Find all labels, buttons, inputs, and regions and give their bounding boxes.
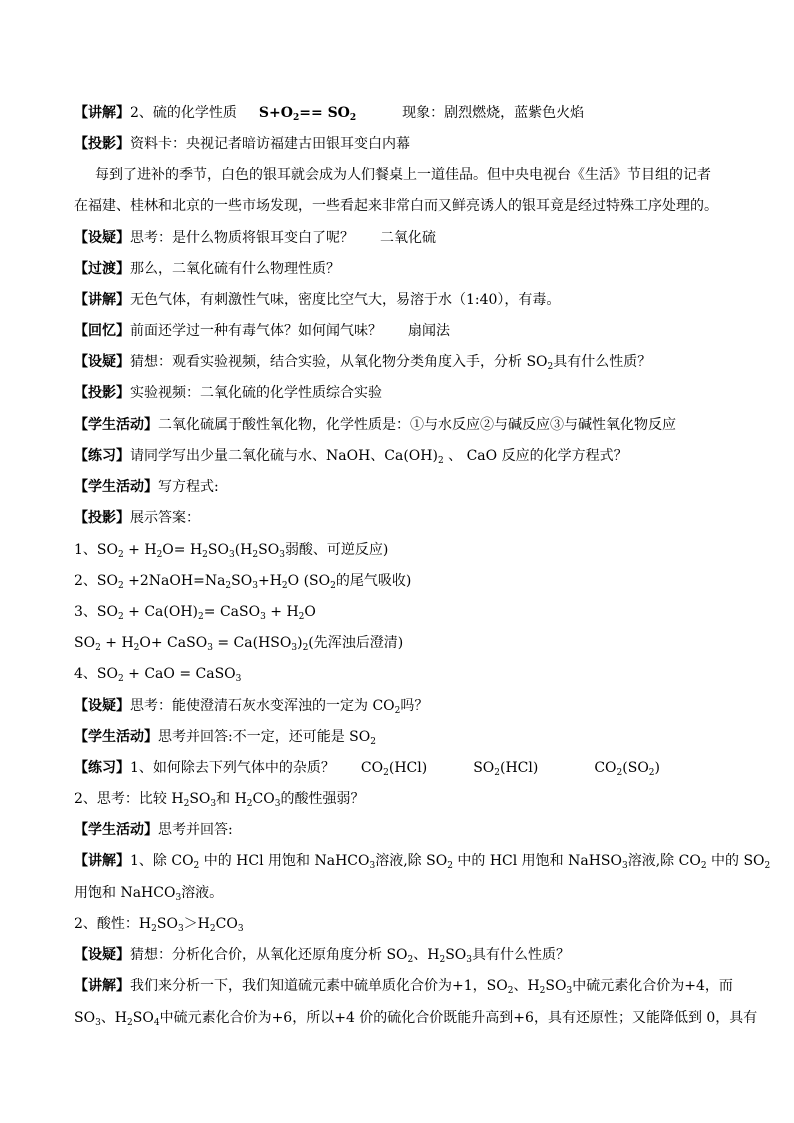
line-student-activity-2: 【学生活动】写方程式: [74, 479, 219, 495]
paragraph-line-1: 每到了进补的季节，白色的银耳就会成为人们餐桌上一道佳品。但中央电视台《生活》节目组的记者 [95, 167, 711, 183]
line-student-activity-4: 【学生活动】思考并回答: [74, 822, 233, 838]
line-projection-answer: 【投影】展示答案： [74, 510, 200, 526]
line-recall: 【回忆】前面还学过一种有毒气体？如何闻气味？ 扇闻法 [74, 323, 450, 339]
line-lecture-valence: 【讲解】我们来分析一下，我们知道硫元素中硫单质化合价为+1，$SO_2$、$H_2SO_3$中硫元素化合价为+4，而 [74, 978, 733, 996]
line-projection-video: 【投影】实验视频：二氧化硫的化学性质综合实验 [74, 385, 382, 401]
line-acidity-answer: 2、酸性：$H_2SO_3>H_2CO_3$ [74, 916, 244, 934]
line-exercise-2: 【练习】1、如何除去下列气体中的杂质？ $CO_2(HCl)$ $SO_2(HCl)$ $CO_2(SO_2)$ [74, 760, 660, 778]
line-lecture-impurity-cont: 用饱和 NaHCO$_3$溶液。 [74, 885, 224, 903]
line-guess-video: 【设疑】猜想：观看实验视频，结合实验，从氧化物分类角度入手，分析 $SO_2$具有什么性质？ [74, 354, 652, 372]
line-lecture-valence-cont: $SO_3$、$H_2SO_4$中硫元素化合价为+6，所以+4 价的硫化合价既能升高到+6，具有还原性；又能降低到 0，具有 [74, 1010, 758, 1028]
line-sulfur-chemistry: 【讲解】2、硫的化学性质 $S+O_2== SO_2$ 现象：剧烈燃烧，蓝紫色火焰 [74, 105, 585, 123]
line-acidity-question: 2、思考：比较 $H_2SO_3$和 $H_2CO_3$的酸性强弱？ [74, 791, 365, 809]
line-exercise-1: 【练习】请同学写出少量二氧化硫与水、NaOH、$Ca(OH)_2$ 、 CaO 反应的化学方程式？ [74, 448, 628, 466]
line-projection-card: 【投影】资料卡：央视记者暗访福建古田银耳变白内幕 [74, 136, 410, 152]
line-question-whitening: 【设疑】思考：是什么物质将银耳变白了呢？ 二氧化硫 [74, 230, 436, 246]
line-question-limewater: 【设疑】思考：能使澄清石灰水变浑浊的一定为 $CO_2$吗？ [74, 698, 429, 716]
equation-2: 2、$SO_2$ $+2NaOH=Na_2SO_3+H_2O$ ($SO_2$的尾气吸收) [74, 573, 412, 591]
equation-3b: $SO_2 + H_2O+$ CaSO$_3$ = $Ca(HSO_3)_2$(先浑浊后澄清) [74, 635, 404, 653]
line-lecture-impurity: 【讲解】1、除 $CO_2$ 中的 HCl 用饱和 NaHCO$_3$溶液,除 $SO_2$ 中的 HCl 用饱和 NaHSO$_3$溶液,除 $CO_2$ 中的 $SO_2$ [74, 853, 771, 871]
line-transition: 【过渡】那么，二氧化硫有什么物理性质？ [74, 261, 340, 277]
tag-lecture: 【讲解】 [74, 105, 130, 121]
line-guess-valence: 【设疑】猜想：分析化合价，从氧化还原角度分析 $SO_2$、$H_2SO_3$具有什么性质？ [74, 947, 571, 965]
paragraph-line-2: 在福建、桂林和北京的一些市场发现，一些看起来非常白而又鲜亮诱人的银耳竟是经过特殊工序处理的。 [74, 198, 718, 214]
equation-3: 3、$SO_2 + Ca(OH)_2=$ CaSO$_3$ + $H_2O$ [74, 604, 316, 622]
equation-1: 1、$SO_2 + H_2O= H_2SO_3(H_2SO_3$弱酸、可逆反应) [74, 542, 389, 560]
line-student-activity-1: 【学生活动】二氧化硫属于酸性氧化物，化学性质是：①与水反应②与碱反应③与碱性氧化物反应 [74, 417, 676, 433]
equation-4: 4、$SO_2$ + CaO = CaSO$_3$ [74, 666, 242, 684]
line-student-activity-3: 【学生活动】思考并回答:不一定，还可能是 $SO_2$ [74, 729, 376, 747]
line-physical-properties: 【讲解】无色气体，有刺激性气味，密度比空气大，易溶于水（1:40），有毒。 [74, 292, 561, 308]
